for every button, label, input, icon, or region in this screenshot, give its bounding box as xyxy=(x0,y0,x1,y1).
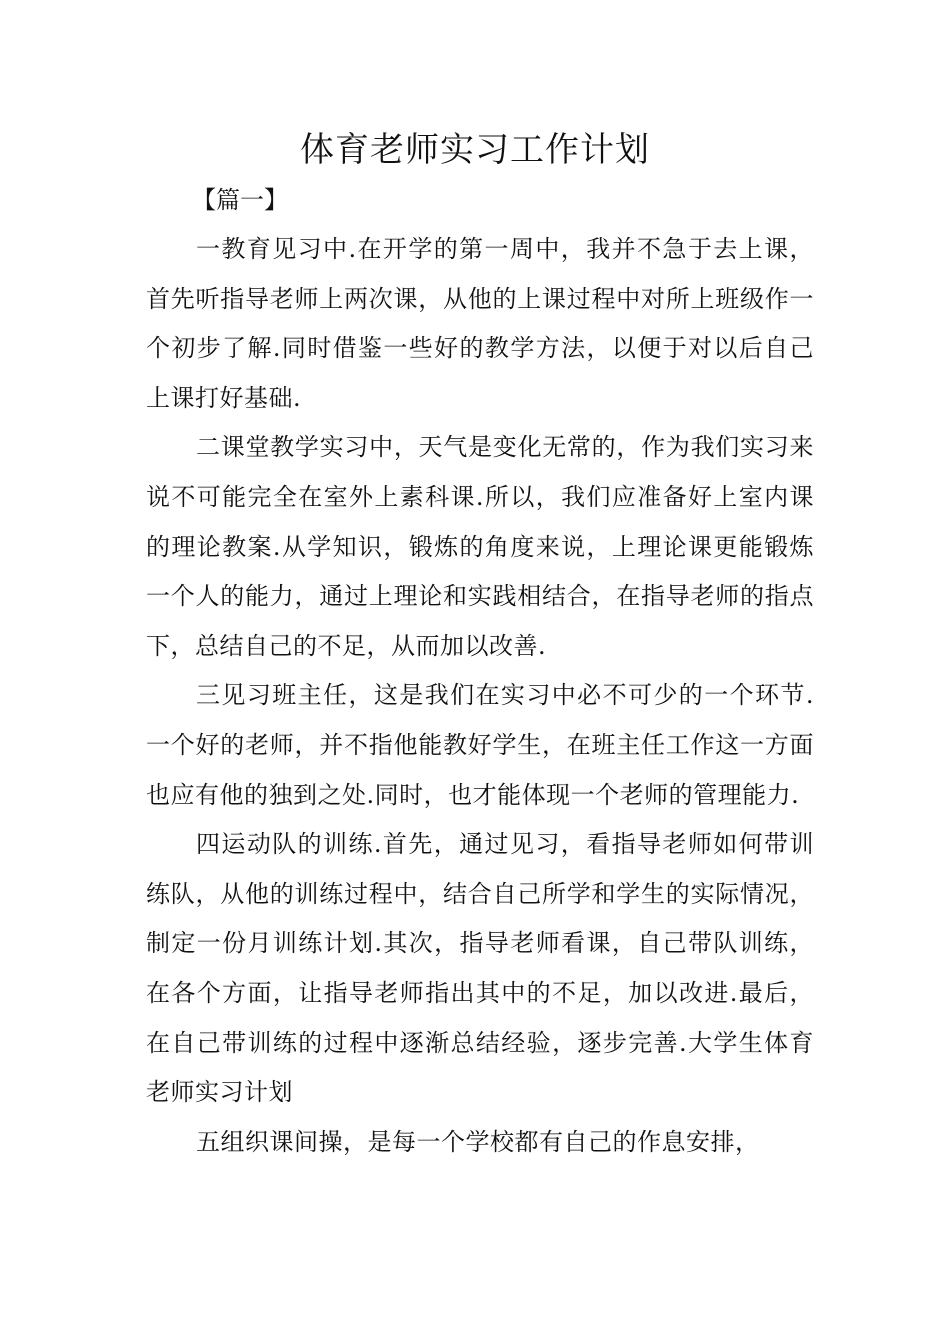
section-label: 【篇一】 xyxy=(192,186,288,214)
paragraph-2: 二课堂教学实习中，天气是变化无常的，作为我们实习来说不可能完全在室外上素科课.所以，我们应准备好上室内课的理论教案.从学知识，锻炼的角度来说，上理论课更能锻炼一个人的能力，通过上理论和实践相结合，在指导老师的指点下，总结自己的不足，从而加以改善. xyxy=(146,433,814,660)
document-body xyxy=(146,225,814,1167)
paragraph-1: 一教育见习中.在开学的第一周中，我并不急于去上课，首先听指导老师上两次课，从他的上课过程中对所上班级作一个初步了解.同时借鉴一些好的教学方法，以便于对以后自己上课打好基础. xyxy=(146,235,814,412)
paragraph-3: 三见习班主任，这是我们在实习中必不可少的一个环节.一个好的老师，并不指他能教好学生，在班主任工作这一方面也应有他的独到之处.同时，也才能体现一个老师的管理能力. xyxy=(146,681,814,809)
paragraph-5: 五组织课间操，是每一个学校都有自己的作息安排， xyxy=(196,1127,760,1156)
paragraph-4: 四运动队的训练.首先，通过见习，看指导老师如何带训练队，从他的训练过程中，结合自己所学和学生的实际情况，制定一份月训练计划.其次，指导老师看课，自己带队训练，在各个方面，让指导老师指出其中的不足，加以改进.最后，在自己带训练的过程中逐渐总结经验，逐步完善.大学生体育老师实习计划 xyxy=(146,830,814,1107)
document-title: 体育老师实习工作计划 xyxy=(300,130,650,170)
